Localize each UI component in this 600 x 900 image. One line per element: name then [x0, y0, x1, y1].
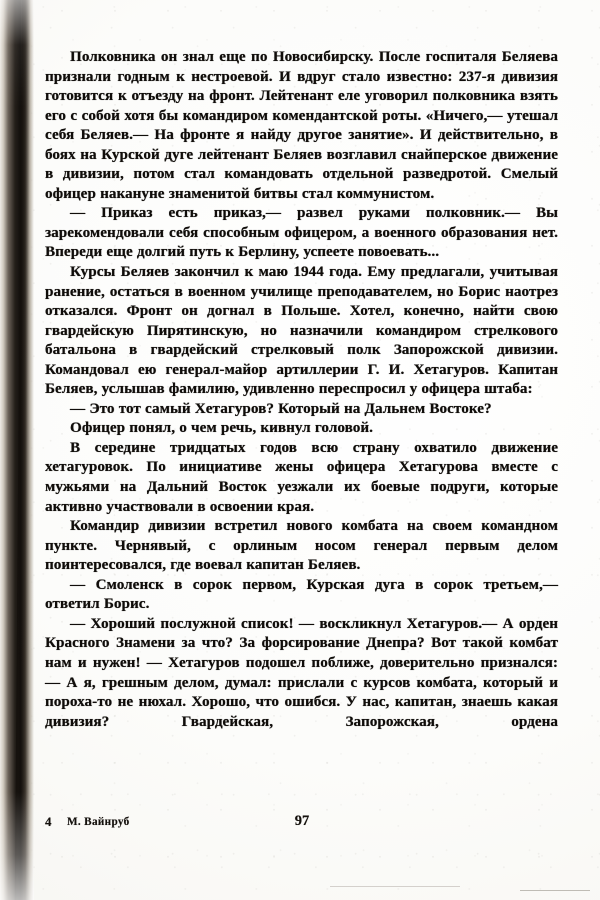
- paragraph: — Хороший послужной список! — воскликнул Хетагуров.— А орден Красного Знамени за что? За форсирование Днепра? Вот такой комбат нам и нужен! — Хетагуров подошел поближе, доверительно признался: — А я, грешным делом, думал: прислали с курсов комбата, который и пороха-то не нюхал. Хорошо, что ошибся. У нас, капитан, знаешь какая дивизия? Гвардейская, Запорожская, ордена: [45, 615, 558, 730]
- paragraph: Офицер понял, о чем речь, кивнул головой.: [70, 420, 374, 437]
- paragraph: В середине тридцатых годов всю страну охватило движение хетагуровок. По инициативе жены офицера Хетагурова вместе с мужьями на Дальний Восток уезжали их боевые подруги, которые активно участвовали в освоении края.: [45, 439, 558, 515]
- paragraph: Курсы Беляев закончил к маю 1944 года. Ему предлагали, учитывая ранение, остаться в военном училище преподавателем, но Борис наотрез отказался. Фронт он догнал в Польше. Хотел, конечно, найти свою гвардейскую Пирятинскую, но назначили командиром стрелкового батальона в гвардейский стрелковый полк Запорожской дивизии. Командовал ею генерал-майор артиллерии Г. И. Хетагуров. Капитан Беляев, услышав фамилию, удивленно переспросил у офицера штаба:: [45, 264, 558, 398]
- signature-number: 4: [45, 814, 52, 829]
- signature-author: М. Вайнруб: [67, 816, 130, 828]
- paragraph: — Приказ есть приказ,— развел руками полковник.— Вы зарекомендовали себя способным офицером, а военного образования нет. Впереди еще долгий путь к Берлину, успеете повоевать...: [45, 205, 558, 261]
- paragraph: — Это тот самый Хетагуров? Который на Дальнем Востоке?: [70, 400, 492, 417]
- paragraph: — Смоленск в сорок первом, Курская дуга в сорок третьем,— ответил Борис.: [45, 576, 558, 613]
- paragraph: Командир дивизии встретил нового комбата на своем командном пункте. Чернявый, с орлиным носом генерал первым делом поинтересовался, где воевал капитан Беляев.: [45, 518, 558, 574]
- paragraph: Полковника он знал еще по Новосибирску. После госпиталя Беляева признали годным к нестроевой. И вдруг стало известно: 237-я дивизия готовится к отъезду на фронт. Лейтенант еле уговорил полковника взять его с собой хотя бы командиром комендантской роты. «Ничего,— утешал себя Беляев.— На фронте я найду другое занятие». И действительно, в боях на Курской дуге лейтенант Беляев возглавил снайперское движение в дивизии, потом стал командовать отдельной разведротой. Смелый офицер накануне знаменитой битвы стал коммунистом.: [45, 49, 558, 202]
- page-footer: [45, 812, 558, 836]
- page-number: 97: [294, 813, 310, 829]
- body-text-column: [45, 48, 558, 732]
